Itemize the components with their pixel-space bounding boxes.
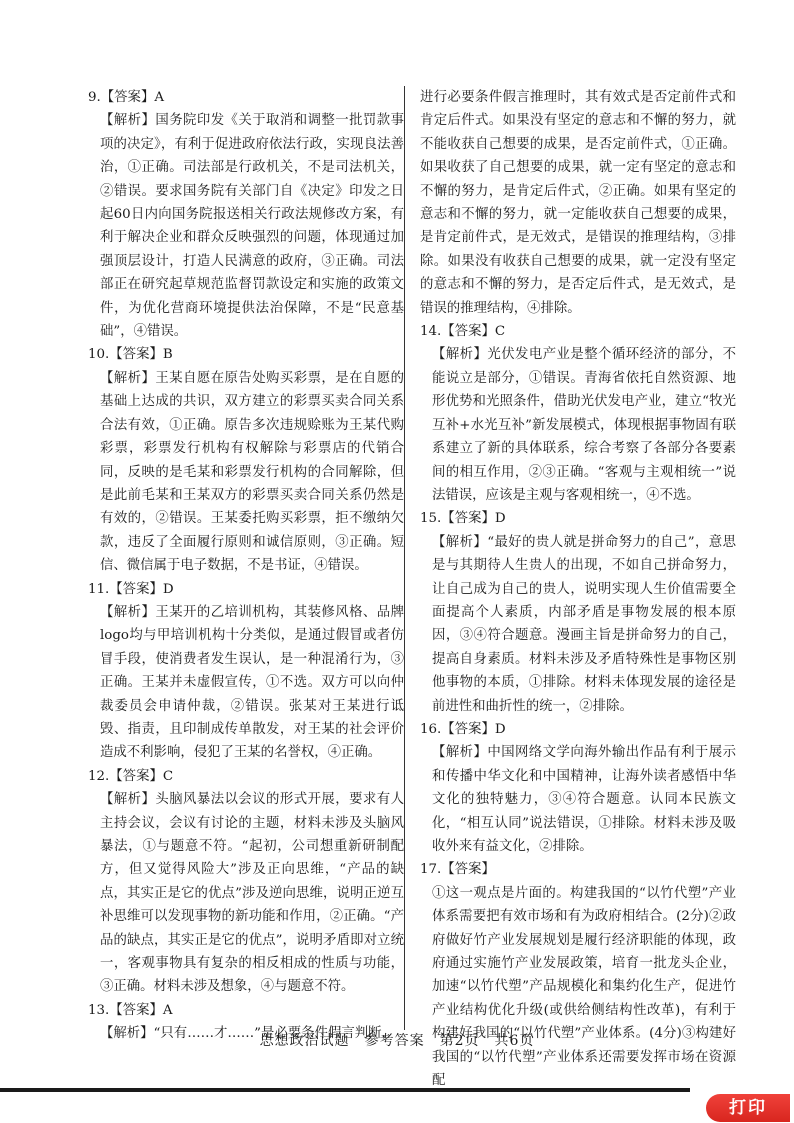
answer-heading: 12.【答案】C [88,768,174,784]
left-column [88,86,404,1046]
answer-item [420,320,736,507]
bottom-rule [0,1088,690,1092]
answer-heading: 13.【答案】A [88,1002,173,1018]
answer-explanation: 【解析】头脑风暴法以会议的形式开展，要求有人主持会议，会议有讨论的主题，材料未涉及头脑风暴法，①与题意不符。“起初，公司想重新研制配方，但又觉得风险大”涉及正向思维，“产品的缺点，其实正是它的优点”涉及逆向思维，说明正逆互补思维可以发现事物的新功能和作用，②正确。“产品的缺点，其实正是它的优点”，说明矛盾即对立统一，客观事物具有复杂的相反相成的性质与功能，③正确。材料未涉及想象，④与题意不符。 [100,792,404,995]
answer-item [88,765,404,999]
answer-explanation: 【解析】中国网络文学向海外输出作品有利于展示和传播中华文化和中国精神，让海外读者感悟中华文化的独特魅力，③④符合题意。认同本民族文化，“相互认同”说法错误，①排除。材料未涉及吸收外来有益文化，②排除。 [432,745,736,854]
answer-item [420,507,736,718]
answer-heading: 11.【答案】D [88,581,174,597]
answer-explanation: 【解析】“只有……才……”是必要条件假言判断， [100,1026,395,1042]
answer-item [88,578,404,765]
answer-item [420,718,736,858]
answer-heading: 10.【答案】B [88,347,173,363]
answer-explanation: 【解析】光伏发电产业是整个循环经济的部分，不能说立是部分，①错误。青海省依托自然资源、地形优势和光照条件，借助光伏发电产业，建立“牧光互补+水光互补”新发展模式，体现根据事物固有联系建立了新的具体联系，综合考察了各部分各要素间的相互作用，②③正确。“客观与主观相统一”说法错误，应该是主观与客观相统一，④不选。 [432,347,736,503]
answer-explanation: 进行必要条件假言推理时，其有效式是否定前件式和肯定后件式。如果没有坚定的意志和不懈的努力，就不能收获自己想要的成果，是否定前件式，①正确。如果收获了自己想要的成果，就一定有坚定的意志和不懈的努力，是肯定后件式，②正确。如果有坚定的意志和不懈的努力，就一定能收获自己想要的成果，是肯定前件式，是无效式，是错误的推理结构，③排除。如果没有收获自己想要的成果，就一定没有坚定的意志和不懈的努力，是否定后件式，是无效式，是错误的推理结构，④排除。 [420,90,736,316]
answer-item [420,86,736,320]
answer-explanation: 【解析】王某自愿在原告处购买彩票，是在自愿的基础上达成的共识，双方建立的彩票买卖合同关系合法有效，①正确。原告多次违规赊账为王某代购彩票，彩票发行机构有权解除与彩票店的代销合同，反映的是毛某和彩票发行机构的合同解除，但是此前毛某和王某双方的彩票买卖合同关系仍然是有效的，②错误。王某委托购买彩票，拒不缴纳欠款，违反了全面履行原则和诚信原则，③正确。短信、微信属于电子数据，不是书证，④错误。 [100,370,404,574]
answer-heading: 14.【答案】C [420,324,506,340]
column-divider [404,86,405,1030]
answer-heading: 17.【答案】 [420,862,495,878]
answer-explanation: 【解析】王某开的乙培训机构，其装修风格、品牌logo均与甲培训机构十分类似，是通过假冒或者仿冒手段，使消费者发生误认，是一种混淆行为，③正确。王某并未虚假宣传，①不选。双方可以向仲裁委员会申请仲裁，②错误。张某对王某进行诋毁、指责，且印制成传单散发，对王某的社会评价造成不利影响，侵犯了王某的名誉权，④正确。 [100,604,404,761]
answer-explanation: 【解析】“最好的贵人就是拼命努力的自己”，意思是与其期待人生贵人的出现，不如自己拼命努力，让自己成为自己的贵人，说明实现人生价值需要全面提高个人素质，内部矛盾是事物发展的根本原因，③④符合题意。漫画主旨是拼命努力的自己，提高自身素质。材料未涉及矛盾特殊性是事物区别他事物的本质，①排除。材料未体现发展的途径是前进性和曲折性的统一，②排除。 [432,534,736,714]
right-column [420,86,736,1092]
answer-heading: 9.【答案】A [88,90,165,105]
answer-item [420,858,736,1092]
answer-explanation: ①这一观点是片面的。构建我国的“以竹代塑”产业体系需要把有效市场和有为政府相结合。(2分)②政府做好竹产业发展规划是履行经济职能的体现，政府通过实施竹产业发展政策，培育一批龙头企业，加速“以竹代塑”产品规模化和集约化生产，促进竹产业结构优化升级(或供给侧结构性改革)，有利于构建好我国的“以竹代塑”产业体系。(4分)③构建好我国的“以竹代塑”产业体系还需要发挥市场在资源配 [432,885,736,1089]
answer-item [88,86,404,343]
answer-heading: 15.【答案】D [420,511,506,527]
answer-item [88,343,404,577]
answer-heading: 16.【答案】D [420,721,506,737]
answer-explanation: 【解析】国务院印发《关于取消和调整一批罚款事项的决定》，有利于促进政府依法行政，实现良法善治，①正确。司法部是行政机关，不是司法机关，②错误。要求国务院有关部门自《决定》印发之日起60日内向国务院报送相关行政法规修改方案，有利于解决企业和群众反映强烈的问题，体现通过加强顶层设计，打造人民满意的政府，③正确。司法部正在研究起草规范监督罚款设定和实施的政策文件，为优化营商环境提供法治保障，不是“民意基础”，④错误。 [100,113,404,340]
page-footer: 思想政治试题 参考答案 第2页 共6页 [259,1033,535,1049]
print-button[interactable]: 打印 [706,1094,790,1122]
